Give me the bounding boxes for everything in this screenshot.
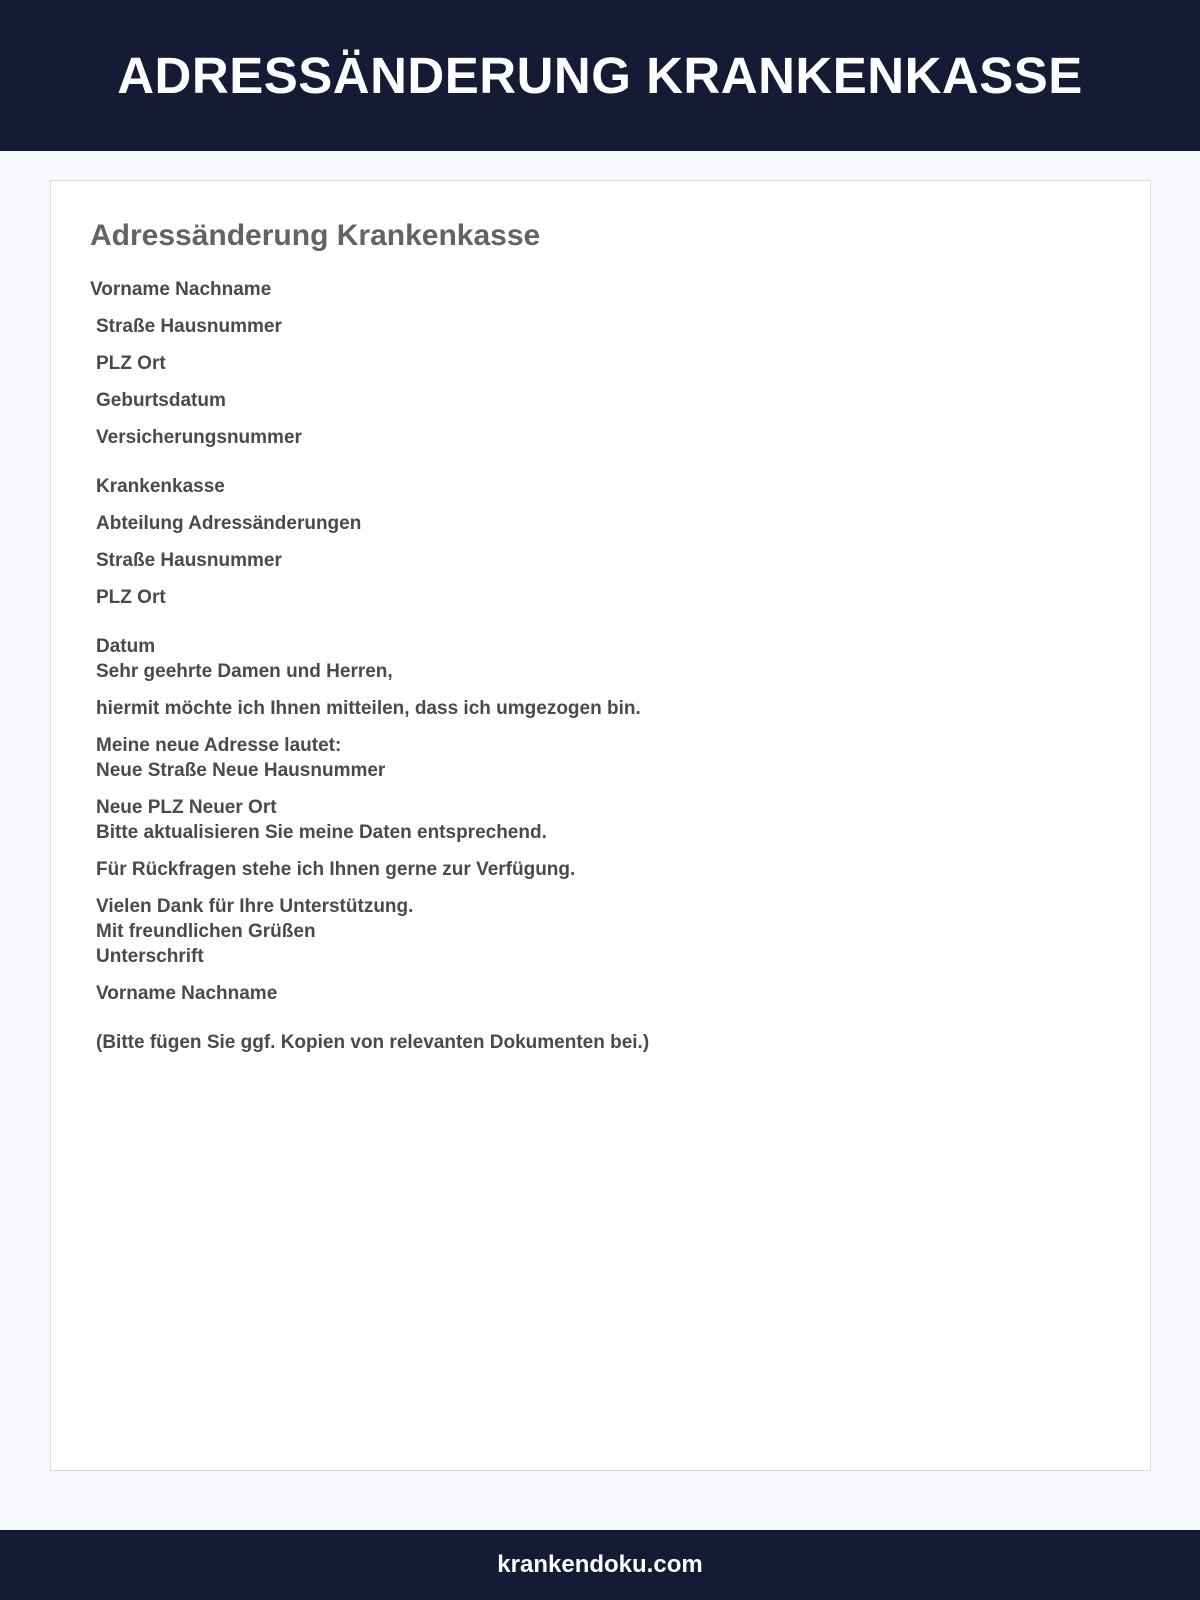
attachment-note: (Bitte fügen Sie ggf. Kopien von relevanten Dokumenten bei.) — [96, 1032, 650, 1053]
document-title: Adressänderung Krankenkasse — [90, 219, 541, 252]
sender-street: Straße Hausnummer — [96, 316, 282, 337]
recipient-department: Abteilung Adressänderungen — [96, 513, 362, 534]
header-banner — [0, 0, 1200, 151]
footer-site: krankendoku.com — [497, 1551, 703, 1578]
thanks-text: Vielen Dank für Ihre Unterstützung. — [96, 896, 414, 917]
sender-insurance-number: Versicherungsnummer — [96, 427, 302, 448]
recipient-name: Krankenkasse — [96, 476, 225, 497]
closing-text: Mit freundlichen Grüßen — [96, 921, 316, 942]
letter-card — [50, 180, 1151, 1471]
new-address-label: Meine neue Adresse lautet: — [96, 735, 342, 756]
intro-text: hiermit möchte ich Ihnen mitteilen, dass ich umgezogen bin. — [96, 698, 641, 719]
sender-birthdate: Geburtsdatum — [96, 390, 226, 411]
salutation: Sehr geehrte Damen und Herren, — [96, 661, 393, 682]
footer-bar — [0, 1530, 1200, 1600]
recipient-street: Straße Hausnummer — [96, 550, 282, 571]
sender-name: Vorname Nachname — [90, 279, 272, 300]
banner-title: ADRESSÄNDERUNG KRANKENKASSE — [117, 47, 1083, 104]
questions-text: Für Rückfragen stehe ich Ihnen gerne zur Verfügung. — [96, 859, 576, 880]
signature-name: Vorname Nachname — [96, 983, 278, 1004]
sender-city: PLZ Ort — [96, 353, 166, 374]
recipient-city: PLZ Ort — [96, 587, 166, 608]
update-request: Bitte aktualisieren Sie meine Daten entsprechend. — [96, 822, 547, 843]
new-street: Neue Straße Neue Hausnummer — [96, 760, 386, 781]
letter-date: Datum — [96, 636, 156, 657]
new-city: Neue PLZ Neuer Ort — [96, 797, 277, 818]
signature-label: Unterschrift — [96, 946, 204, 967]
